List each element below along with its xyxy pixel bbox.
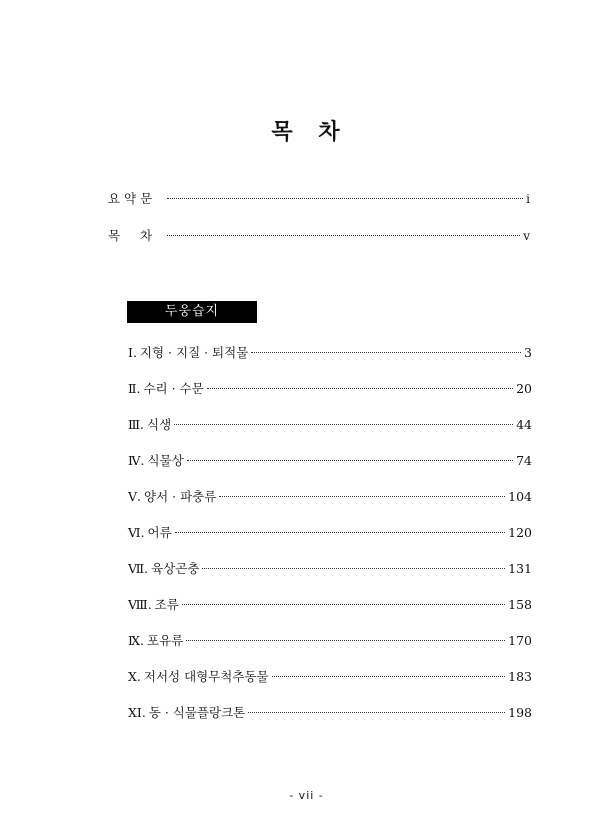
toc-chapter-8[interactable] [128, 597, 532, 613]
chapter-numeral: Ⅰ. [128, 345, 137, 360]
chapter-page-number: 198 [508, 705, 532, 720]
chapter-title: 어류 [147, 525, 172, 540]
chapter-page-number: 183 [508, 669, 532, 684]
chapter-numeral: Ⅹ. [128, 669, 141, 684]
toc-page-number: ⅰ [526, 192, 530, 206]
dot-leader [207, 388, 513, 389]
chapter-page-number: 20 [516, 381, 532, 396]
dot-leader [251, 352, 521, 353]
chapter-title: 동 · 식물플랑크톤 [148, 705, 246, 720]
page-title: 목 차 [271, 120, 342, 145]
toc-chapter-7[interactable] [128, 561, 532, 577]
dot-leader [186, 640, 505, 641]
chapter-numeral: Ⅸ. [128, 633, 145, 648]
chapter-numeral: Ⅲ. [128, 417, 145, 432]
chapter-page-number: 44 [516, 417, 532, 432]
dot-leader [174, 424, 513, 425]
dot-leader [182, 604, 505, 605]
chapter-page-number: 131 [508, 561, 532, 576]
toc-chapter-6[interactable] [128, 525, 532, 541]
chapter-numeral: Ⅶ. [128, 561, 149, 576]
toc-chapter-2[interactable] [128, 381, 532, 397]
toc-chapter-11[interactable] [128, 705, 532, 721]
toc-chapter-3[interactable] [128, 417, 532, 433]
chapter-numeral: XI. [128, 705, 146, 720]
chapter-page-number: 104 [508, 489, 532, 504]
toc-entry-label: 요 약 문 [108, 191, 153, 206]
section-heading: 두웅습지 [127, 301, 257, 323]
toc-chapter-5[interactable] [128, 489, 532, 505]
toc-chapter-10[interactable] [128, 669, 532, 685]
chapter-title: 저서성 대형무척추동물 [143, 669, 269, 684]
chapter-title: 수리 · 수문 [143, 381, 204, 396]
chapter-title: 지형 · 지질 · 퇴적물 [139, 345, 249, 360]
chapter-title: 양서 · 파충류 [144, 489, 217, 504]
dot-leader [167, 198, 523, 199]
dot-leader [272, 676, 506, 677]
dot-leader [202, 568, 505, 569]
chapter-page-number: 120 [508, 525, 532, 540]
toc-chapter-1[interactable] [128, 345, 532, 361]
chapter-numeral: Ⅵ. [128, 525, 145, 540]
chapter-title: 식생 [147, 417, 172, 432]
chapter-numeral: Ⅴ. [128, 489, 142, 504]
toc-entry-contents[interactable] [108, 228, 530, 244]
dot-leader [167, 235, 520, 236]
toc-entry-label: 목 차 [108, 228, 153, 243]
chapter-page-number: 170 [508, 633, 532, 648]
toc-chapter-4[interactable] [128, 453, 532, 469]
dot-leader [219, 496, 505, 497]
toc-chapter-9[interactable] [128, 633, 532, 649]
toc-entry-summary[interactable] [108, 191, 530, 207]
chapter-title: 육상곤충 [151, 561, 200, 576]
dot-leader [248, 712, 505, 713]
chapter-title: 식물상 [147, 453, 184, 468]
chapter-page-number: 3 [524, 345, 532, 360]
chapter-numeral: Ⅷ. [128, 597, 152, 612]
toc-page-number: ⅴ [523, 229, 530, 243]
chapter-numeral: Ⅱ. [128, 381, 141, 396]
chapter-numeral: Ⅳ. [128, 453, 145, 468]
dot-leader [175, 532, 505, 533]
chapter-title: 포유류 [147, 633, 184, 648]
chapter-page-number: 74 [516, 453, 532, 468]
chapter-title: 조류 [154, 597, 179, 612]
dot-leader [187, 460, 513, 461]
chapter-page-number: 158 [508, 597, 532, 612]
page-footer-number: - vii - [289, 789, 324, 802]
